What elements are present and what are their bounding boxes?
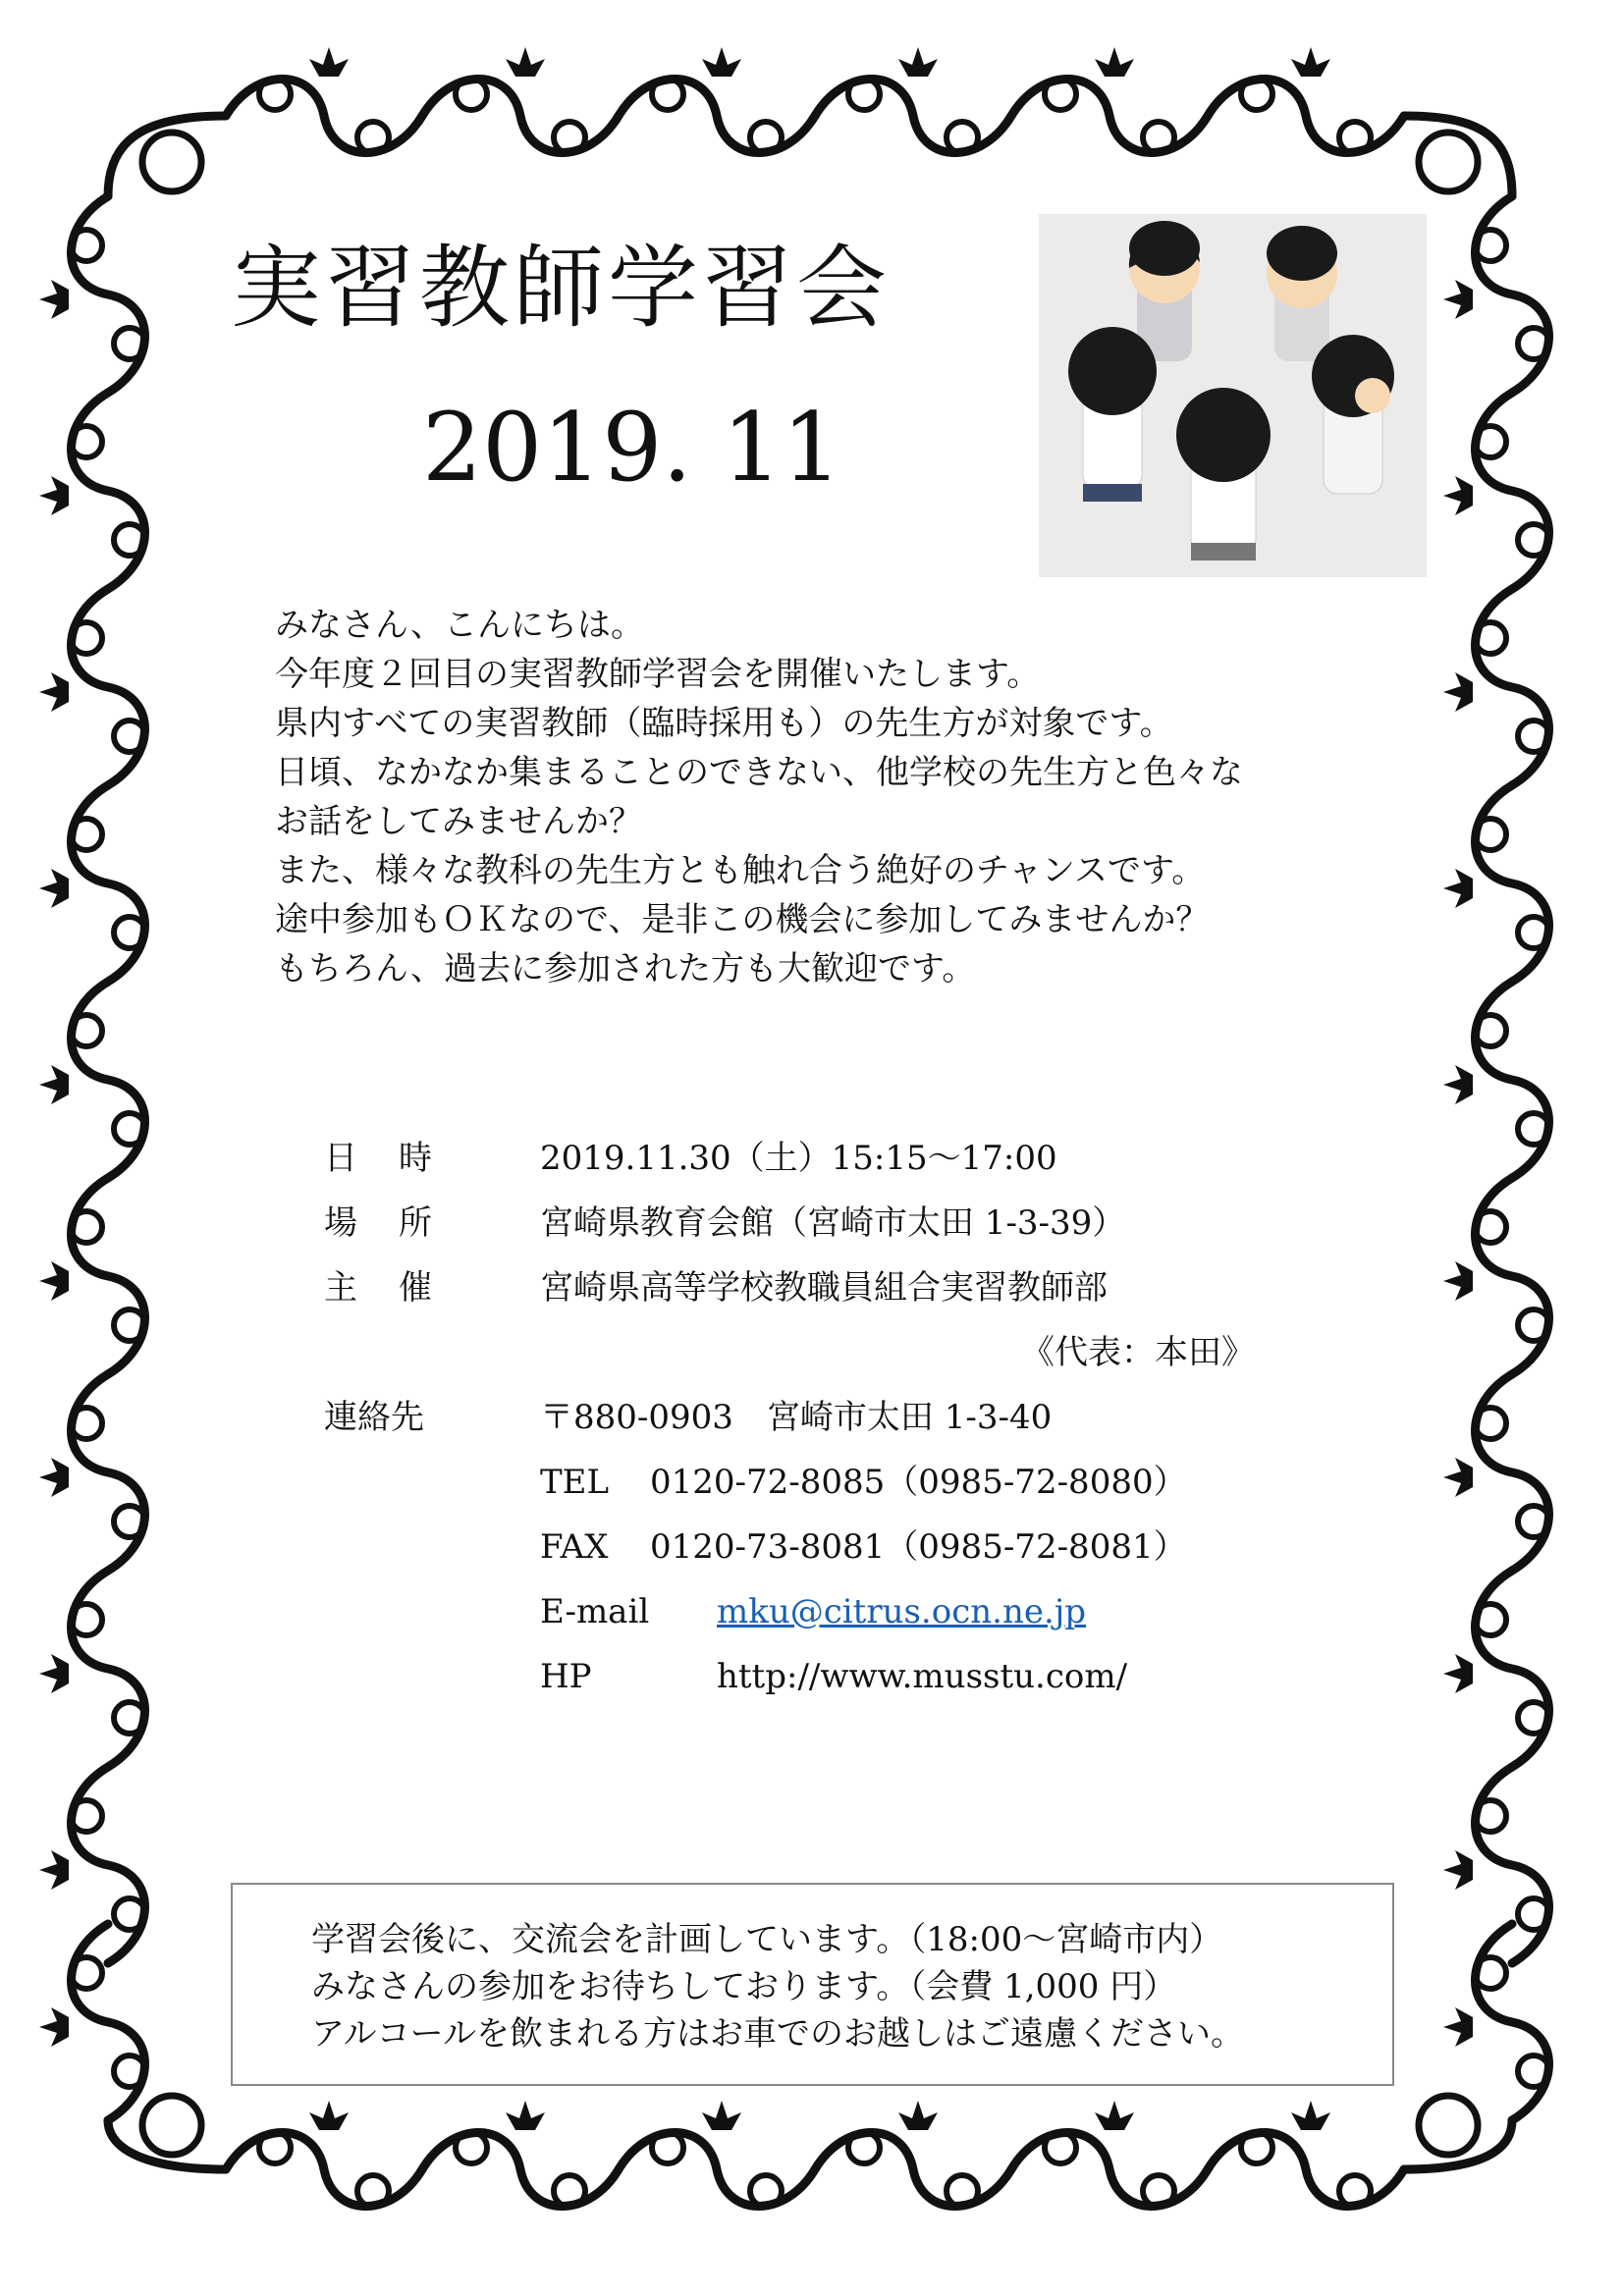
email-link[interactable]: mku@citrus.ocn.ne.jp — [717, 1592, 1087, 1631]
notice-line: アルコールを飲まれる方はお車でのお越しはご遠慮ください。 — [311, 2014, 1244, 2054]
hp-url: http://www.musstu.com/ — [717, 1657, 1128, 1696]
intro-line: 県内すべての実習教師（臨時採用も）の先生方が対象です。 — [275, 704, 1173, 743]
datetime-value: 2019.11.30（土）15:15～17:00 — [540, 1139, 1057, 1178]
place-label: 場所 — [324, 1203, 473, 1243]
place-value: 宮崎県教育会館（宮崎市太田 1-3-39） — [540, 1203, 1126, 1243]
page-title: 実習教師学習会 — [231, 236, 892, 341]
hp-label: HP — [540, 1657, 592, 1696]
fax-label: FAX — [540, 1527, 609, 1567]
intro-line: もちろん、過去に参加された方も大歓迎です。 — [275, 949, 976, 988]
intro-line: 日頃、なかなか集まることのできない、他学校の先生方と色々な — [275, 753, 1243, 792]
intro-line: お話をしてみませんか？ — [275, 802, 642, 841]
tel-label: TEL — [540, 1463, 610, 1502]
intro-line: 今年度２回目の実習教師学習会を開催いたします。 — [275, 655, 1041, 694]
host-value: 宮崎県高等学校教職員組合実習教師部 — [540, 1268, 1108, 1308]
host-label: 主催 — [324, 1268, 473, 1308]
datetime-label: 日時 — [324, 1139, 473, 1178]
intro-paragraph — [275, 601, 1243, 993]
fax-value: 0120-73-8081（0985-72-8081） — [650, 1527, 1187, 1567]
address-value: 〒880-0903 宮崎市太田 1-3-40 — [540, 1398, 1053, 1437]
contact-label: 連絡先 — [324, 1398, 424, 1437]
notice-line: みなさんの参加をお待ちしております。（会費 1,000 円） — [311, 1967, 1177, 2006]
representative: 《代表：本田》 — [1021, 1333, 1255, 1372]
intro-line: 途中参加もＯＫなので、是非この機会に参加してみませんか？ — [275, 900, 1210, 939]
intro-line: みなさん、こんにちは。 — [275, 606, 645, 645]
notice-line: 学習会後に、交流会を計画しています。（18:00～宮崎市内） — [311, 1920, 1223, 1959]
teachers-figurines-photo — [1039, 214, 1427, 577]
email-label: E-mail — [540, 1592, 650, 1631]
after-party-notice — [231, 1883, 1394, 2086]
event-month: 2019. 11 — [422, 393, 842, 503]
tel-value: 0120-72-8085（0985-72-8080） — [650, 1463, 1187, 1502]
intro-line: また、様々な教科の先生方とも触れ合う絶好のチャンスです。 — [275, 851, 1206, 890]
